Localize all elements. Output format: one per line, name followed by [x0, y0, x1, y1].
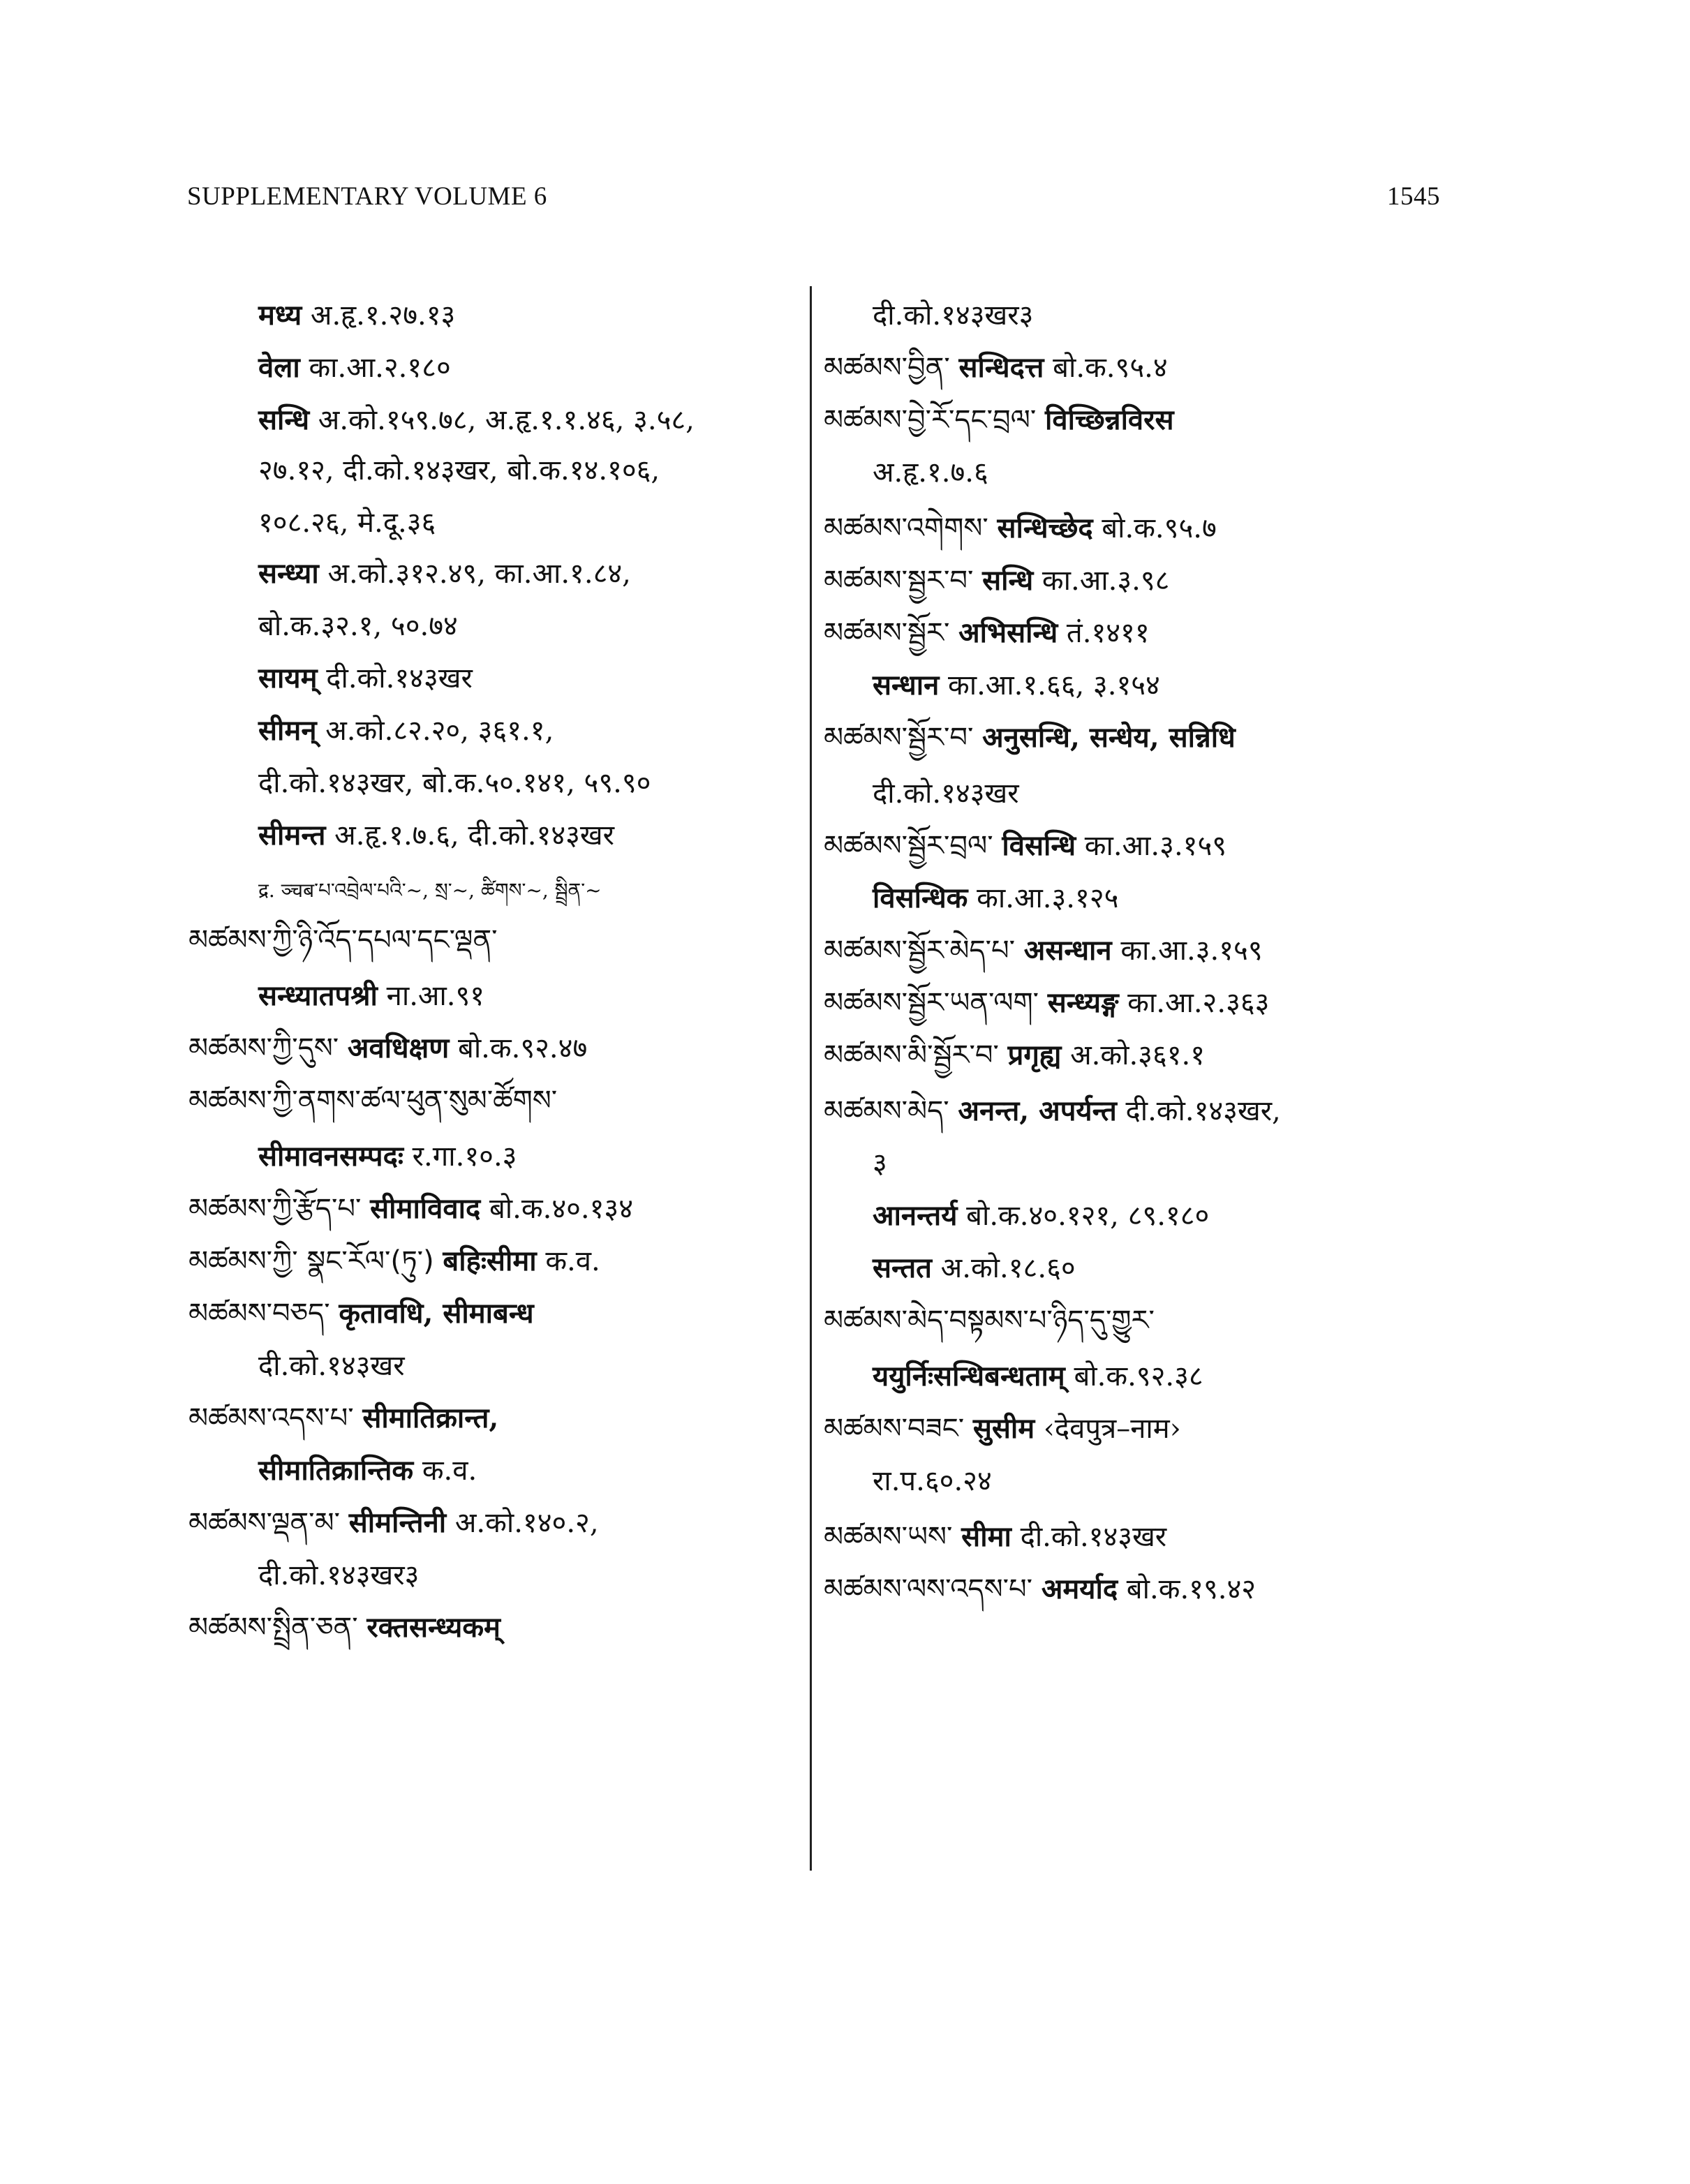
dictionary-entry-line: [824, 1466, 992, 1496]
dictionary-entry-line: [188, 1351, 405, 1381]
tibetan-headword: མཚམས་ཡས་: [824, 1521, 953, 1553]
dictionary-entry-line: [188, 558, 631, 589]
tibetan-headword: མཚམས་སྦྱོར་: [824, 617, 950, 649]
source-reference: अ.को.८२.२०, ३६१.१,: [316, 715, 554, 747]
source-reference: दी.को.१४३खर: [1011, 1521, 1167, 1553]
source-reference: ३: [873, 1147, 887, 1180]
column-divider: [810, 286, 812, 1871]
tibetan-headword: མཚམས་མེད་བསྟམས་པ་ཉིད་དུ་གྱུར་: [824, 1305, 1155, 1337]
dictionary-entry-line: [824, 300, 1033, 331]
source-reference: का.आ.३.९८: [1033, 565, 1170, 597]
sanskrit-equivalent: सीमावनसम्पदः: [258, 1140, 403, 1173]
source-reference: का.आ.२.१८०: [299, 352, 451, 384]
sanskrit-equivalent: अमर्याद: [1041, 1573, 1118, 1605]
dictionary-entry-line: [188, 1612, 501, 1643]
source-reference: दी.को.१४३खर, बो.क.५०.१४१, ५९.९०: [258, 767, 651, 799]
source-reference: का.आ.३.१२५: [968, 882, 1119, 914]
source-reference: बो.क.४०.१२१, ८९.१८०: [957, 1200, 1210, 1232]
source-reference: बो.क.३२.१, ५०.७४: [258, 610, 458, 642]
source-reference: र.गा.१०.३: [403, 1141, 517, 1173]
sanskrit-equivalent: सायम्: [258, 662, 318, 694]
sanskrit-equivalent: सुसीम: [972, 1412, 1035, 1445]
dictionary-entry-line: [188, 352, 451, 383]
dictionary-entry-line: [824, 1201, 1209, 1231]
source-reference: का.आ.२.३६३: [1118, 987, 1270, 1019]
dictionary-entry-line: [188, 1141, 517, 1172]
sanskrit-equivalent: अनन्त, अपर्यन्त: [958, 1094, 1117, 1127]
dictionary-entry-line: [824, 565, 1169, 596]
source-reference: रा.प.६०.२४: [873, 1465, 992, 1497]
tibetan-headword: མཚམས་ལྡན་མ་: [188, 1507, 341, 1539]
source-reference: ना.आ.९१: [377, 980, 485, 1012]
sanskrit-equivalent: विसन्धि: [1002, 829, 1076, 862]
sanskrit-equivalent: मध्य: [258, 299, 302, 332]
tibetan-headword: མཚམས་ཀྱི་ སྣང་རོལ་(ཏུ་): [188, 1245, 434, 1277]
dictionary-entry-line: [824, 778, 1019, 809]
tibetan-headword: མཚམས་བཟང་: [824, 1413, 965, 1445]
sanskrit-equivalent: अभिसन्धि: [958, 616, 1058, 649]
sanskrit-equivalent: सन्धि: [258, 403, 310, 436]
sanskrit-equivalent: विच्छिन्नविरस: [1045, 403, 1174, 436]
dictionary-entry-line: [188, 405, 695, 436]
dictionary-entry-line: [188, 663, 473, 694]
source-reference: अ.हृ.१.७.६, दी.को.१४३खर: [325, 819, 615, 852]
sanskrit-equivalent: बहिःसीमा: [443, 1245, 537, 1277]
dictionary-entry-line: [824, 1148, 887, 1179]
dictionary-entry-line: [824, 457, 988, 488]
dictionary-entry-line: [188, 300, 455, 331]
source-reference: द्र. ञ्चब་པ་འབྲེལ་པའི་~, སྲ་~, ཚིགས་~, སྦྲིན་~: [258, 879, 602, 902]
source-reference: अ.को.१५९.७८, अ.हृ.१.१.४६, ३.५८,: [309, 404, 695, 436]
sanskrit-equivalent: प्रगृह्य: [1007, 1039, 1062, 1071]
source-reference: अ.को.१४०.२,: [446, 1507, 599, 1539]
page-number: 1545: [1387, 182, 1440, 211]
tibetan-headword: མཚམས་སྦྱོར་བྲལ་: [824, 830, 993, 862]
dictionary-entry-line: [188, 1194, 633, 1224]
sanskrit-equivalent: आनन्तर्य: [873, 1199, 958, 1232]
dictionary-entry-line: [824, 831, 1226, 861]
source-reference: का.आ.३.१५९: [1076, 830, 1227, 862]
tibetan-headword: མཚམས་མེད་: [824, 1095, 949, 1127]
sanskrit-equivalent: सन्धान: [873, 669, 940, 701]
dictionary-entry-line: [824, 935, 1263, 966]
sanskrit-equivalent: रक्तसन्ध्यकम्: [366, 1611, 501, 1644]
dictionary-entry-line: [824, 722, 1236, 753]
dictionary-entry-line: [824, 1522, 1166, 1552]
dictionary-entry-line: [188, 1246, 600, 1277]
dictionary-entry-line: [824, 352, 1168, 383]
sanskrit-equivalent: अनुसन्धि, सन्धेय, सन्निधि: [982, 721, 1236, 754]
source-reference: दी.को.१४३खर: [258, 1350, 405, 1382]
source-reference: अ.को.३६१.१: [1061, 1039, 1206, 1071]
dictionary-entry-line: [824, 1253, 1076, 1284]
sanskrit-equivalent: विसन्धिक: [873, 882, 968, 914]
dictionary-entry-line: [188, 1508, 599, 1538]
sanskrit-equivalent: सन्तत: [873, 1251, 932, 1284]
dictionary-entry-line: [824, 513, 1217, 544]
source-reference: अ.को.१८.६०: [931, 1252, 1076, 1284]
source-reference: तं.१४११: [1058, 617, 1150, 649]
source-reference: का.आ.३.१५९: [1111, 935, 1263, 967]
dictionary-entry-line: [188, 1298, 534, 1329]
source-reference: बो.क.९२.३८: [1065, 1360, 1203, 1392]
tibetan-headword: མཚམས་བྱེ་རོ་དང་བྲལ་: [824, 404, 1037, 436]
dictionary-entry-line: [188, 1403, 498, 1434]
sanskrit-equivalent: सन्ध्यङ्ग: [1047, 986, 1119, 1019]
sanskrit-equivalent: कृतावधि, सीमाबन्ध: [339, 1297, 534, 1330]
source-reference: क.व.: [536, 1245, 600, 1277]
source-reference: दी.को.१४३खर: [317, 662, 473, 694]
source-reference: बो.क.९५.४: [1044, 352, 1168, 384]
sanskrit-equivalent: असन्धान: [1023, 934, 1112, 967]
sanskrit-equivalent: अवधिक्षण: [347, 1032, 450, 1064]
tibetan-headword: མཚམས་ཀྱི་ཉི་འོད་དཔལ་དང་ལྡན་: [188, 924, 498, 956]
dictionary-entry-line: [188, 768, 651, 798]
tibetan-headword: མཚམས་སྤྲིན་ཅན་: [188, 1612, 358, 1644]
dictionary-entry-line: [188, 611, 458, 641]
tibetan-headword: མཚམས་སྦྱོར་མེད་པ་: [824, 935, 1016, 967]
sanskrit-equivalent: वेला: [258, 351, 300, 384]
tibetan-headword: མཚམས་ཀྱི་དུས་: [188, 1032, 339, 1064]
dictionary-entry-line: [824, 883, 1118, 914]
dictionary-entry-line: [188, 507, 436, 538]
dictionary-entry-line: [824, 1413, 1181, 1444]
sanskrit-equivalent: सन्धि: [982, 564, 1034, 597]
source-reference: बो.क.१९.४२: [1118, 1573, 1257, 1605]
dictionary-entry-line: [824, 405, 1174, 436]
dictionary-entry-line: [824, 1305, 1155, 1336]
source-reference: बो.क.९५.७: [1092, 512, 1217, 544]
sanskrit-equivalent: सीमन्तिनी: [348, 1506, 447, 1539]
source-reference: अ.को.३१२.४९, का.आ.१.८४,: [318, 558, 631, 590]
dictionary-entry-line: [188, 981, 484, 1011]
sanskrit-equivalent: सीमन्: [258, 714, 317, 747]
dictionary-entry-line: [188, 1455, 477, 1486]
sanskrit-equivalent: सन्ध्या: [258, 557, 319, 590]
tibetan-headword: མཚམས་ཀྱི་རྩོད་པ་: [188, 1193, 362, 1225]
tibetan-headword: མཚམས་མི་སྦྱོར་བ་: [824, 1039, 999, 1071]
sanskrit-equivalent: सीमातिक्रान्तिक: [258, 1454, 414, 1487]
source-reference: १०८.२६, मे.दू.३६: [258, 507, 436, 539]
source-reference: अ.हृ.१.२७.१३: [302, 299, 456, 332]
source-reference: दी.को.१४३खर: [873, 778, 1019, 810]
source-reference: दी.को.१४३खर३: [873, 299, 1034, 332]
tibetan-headword: མཚམས་སྦྱར་བ་: [824, 565, 974, 597]
source-reference: दी.को.१४३खर,: [1116, 1095, 1281, 1127]
source-reference: का.आ.१.६६, ३.१५४: [939, 669, 1160, 701]
dictionary-entry-line: [824, 1574, 1256, 1605]
tibetan-headword: མཚམས་བྱིན་: [824, 352, 950, 384]
sanskrit-equivalent: सीमाविवाद: [370, 1192, 481, 1225]
sanskrit-equivalent: सन्धिच्छेद: [997, 512, 1093, 544]
sanskrit-equivalent: सन्ध्यातपश्री: [258, 979, 378, 1012]
dictionary-entry-line: [824, 618, 1150, 648]
running-header: SUPPLEMENTARY VOLUME 6: [187, 182, 547, 211]
tibetan-headword: མཚམས་འགེགས་: [824, 512, 988, 544]
source-reference: ‹देवपुत्र–नाम›: [1035, 1413, 1181, 1445]
source-reference: अ.हृ.१.७.६: [873, 456, 988, 489]
source-reference: बो.क.९२.४७: [449, 1032, 588, 1064]
tibetan-headword: མཚམས་སྦྱོར་ཡན་ལག་: [824, 987, 1039, 1019]
dictionary-entry-line: [188, 715, 554, 746]
dictionary-entry-line: [824, 1096, 1281, 1127]
sanskrit-equivalent: सीमन्त: [258, 819, 326, 852]
dictionary-entry-line: [188, 925, 498, 956]
tibetan-headword: མཚམས་སྦྱོར་བ་: [824, 722, 974, 754]
source-reference: २७.१२, दी.को.१४३खर, बो.क.१४.१०६,: [258, 454, 660, 486]
sanskrit-equivalent: सीमा: [961, 1520, 1011, 1553]
dictionary-entry-line: [188, 820, 614, 851]
dictionary-entry-line: [188, 1560, 419, 1591]
sanskrit-equivalent: सीमातिक्रान्त,: [362, 1402, 499, 1434]
tibetan-headword: མཚམས་ལས་འདས་པ་: [824, 1573, 1033, 1605]
dictionary-entry-line: [188, 1085, 557, 1116]
sanskrit-equivalent: ययुर्निःसन्धिबन्धताम्: [873, 1360, 1065, 1392]
dictionary-entry-line: [188, 455, 660, 486]
dictionary-entry-line: [824, 670, 1160, 701]
sanskrit-equivalent: सन्धिदत्त: [958, 351, 1044, 384]
tibetan-headword: མཚམས་བཅད་: [188, 1298, 330, 1330]
tibetan-headword: མཚམས་ཀྱི་ནགས་ཚལ་ཕུན་སུམ་ཚོགས་: [188, 1085, 558, 1117]
tibetan-headword: མཚམས་འདས་པ་: [188, 1402, 354, 1434]
dictionary-entry-line: [824, 1040, 1205, 1071]
source-reference: दी.को.१४३खर३: [258, 1559, 420, 1591]
source-reference: बो.क.४०.१३४: [480, 1193, 634, 1225]
dictionary-entry-line: [824, 988, 1269, 1018]
source-reference: क.व.: [413, 1455, 477, 1487]
dictionary-entry-line: [824, 1361, 1203, 1392]
dictionary-entry-line: [188, 872, 602, 903]
dictionary-entry-line: [188, 1033, 587, 1064]
